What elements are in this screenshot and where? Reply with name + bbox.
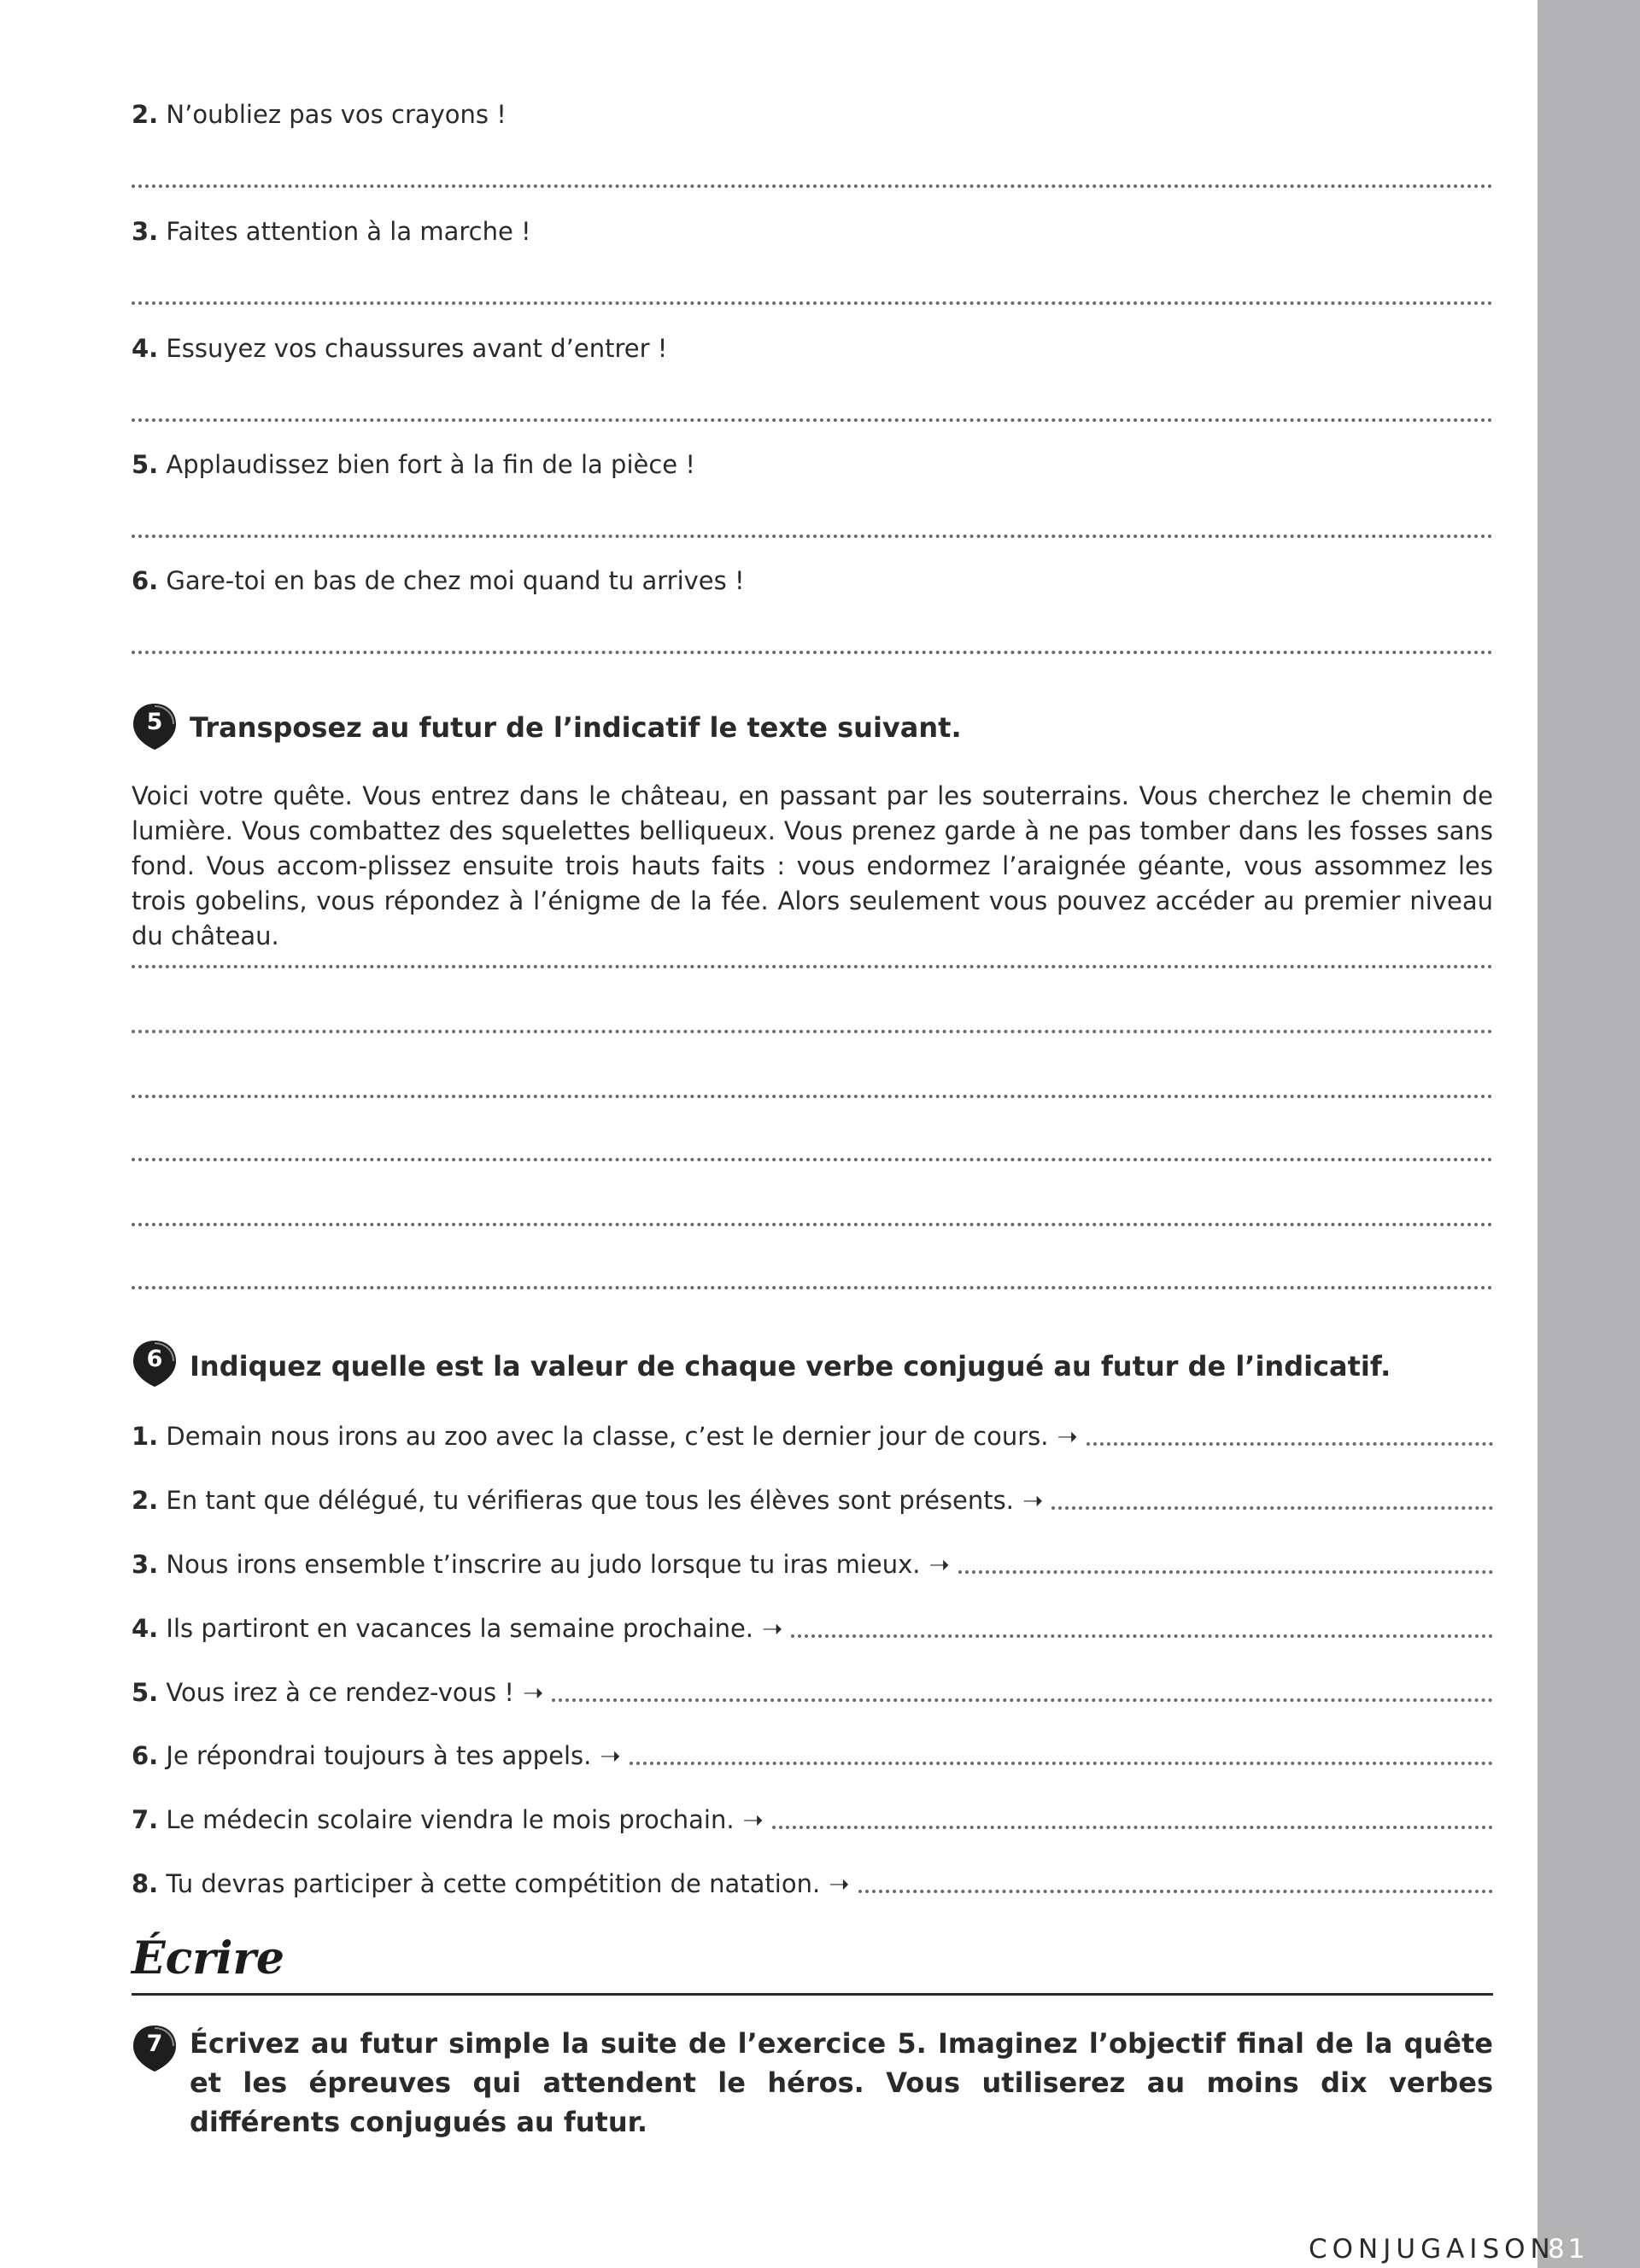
arrow-right-icon: ➝ [762,1614,783,1643]
answer-line[interactable] [1086,1442,1493,1446]
answer-line[interactable] [630,1762,1493,1765]
answer-line[interactable] [132,535,1493,538]
answer-line[interactable] [772,1826,1493,1829]
list-item: 7. Le médecin scolaire viendra le mois prochain. ➝ [132,1801,1493,1835]
answer-line[interactable] [132,651,1493,654]
exercise-title: Transposez au futur de l’indicatif le texte suivant. [190,711,962,744]
answer-line[interactable] [132,1223,1493,1226]
answer-line[interactable] [132,1095,1493,1098]
answer-line[interactable] [132,301,1493,305]
exercise-number-badge: 7 [132,2024,178,2073]
arrow-right-icon: ➝ [600,1741,621,1770]
exercise-title: Écrivez au futur simple la suite de l’exercice 5. Imaginez l’objectif final de la quête et les épreuves qui attendent le héros. Vous utiliserez au moins dix verbes différents conjugués au futur. [190,2027,1493,2138]
section-divider [132,1993,1493,1996]
answer-line[interactable] [552,1698,1493,1702]
arrow-right-icon: ➝ [522,1678,544,1707]
exercise-text: Voici votre quête. Vous entrez dans le château, en passant par les souterrains. Vous cherchez le chemin de lumière. Vous combattez des squelettes belliqueux. Vous prenez garde à ne pas tomber dans les fosses sans fond. Vous accom-plissez ensuite trois hauts faits : vous endormez l’araignée géante, vous assommez les trois gobelins, vous répondez à l’énigme de la fée. Alors seulement vous pouvez accéder au premier niveau du château. [132,781,1493,950]
section-footer-label: CONJUGAISON [1309,2234,1555,2265]
answer-line[interactable] [132,184,1493,188]
arrow-right-icon: ➝ [1057,1422,1078,1451]
list-item: 5. Applaudissez bien fort à la fin de la pièce ! [132,450,695,479]
arrow-right-icon: ➝ [1022,1486,1044,1515]
list-item: 6. Je répondrai toujours à tes appels. ➝ [132,1737,1493,1771]
page-number: 81 [1548,2234,1589,2265]
answer-line[interactable] [958,1570,1493,1574]
exercise-title: Indiquez quelle est la valeur de chaque verbe conjugué au futur de l’indicatif. [190,1350,1391,1382]
answer-line[interactable] [132,965,1493,968]
answer-line[interactable] [132,1158,1493,1161]
arrow-right-icon: ➝ [928,1550,950,1579]
answer-line[interactable] [132,1030,1493,1033]
list-item: 6. Gare-toi en bas de chez moi quand tu arrives ! [132,566,745,595]
list-item: 3. Nous irons ensemble t’inscrire au judo lorsque tu iras mieux. ➝ [132,1546,1493,1580]
list-item: 5. Vous irez à ce rendez-vous ! ➝ [132,1674,1493,1708]
list-item: 4. Ils partiront en vacances la semaine prochaine. ➝ [132,1610,1493,1644]
answer-line[interactable] [858,1890,1494,1893]
exercise-number-badge: 5 [132,702,178,751]
arrow-right-icon: ➝ [829,1869,850,1898]
list-item: 2. N’oubliez pas vos crayons ! [132,100,507,129]
page-margin-band [1538,0,1640,2268]
list-item: 3. Faites attention à la marche ! [132,217,531,246]
arrow-right-icon: ➝ [742,1805,764,1834]
answer-line[interactable] [132,418,1493,422]
answer-line[interactable] [132,1286,1493,1289]
answer-line[interactable] [1051,1506,1493,1510]
list-item: 2. En tant que délégué, tu vérifieras que tous les élèves sont présents. ➝ [132,1482,1493,1516]
section-title: Écrire [132,1932,284,1984]
exercise-number-badge: 6 [132,1339,178,1388]
list-item: 8. Tu devras participer à cette compétition de natation. ➝ [132,1865,1493,1899]
answer-line[interactable] [791,1634,1493,1638]
list-item: 4. Essuyez vos chaussures avant d’entrer ! [132,334,668,363]
list-item: 1. Demain nous irons au zoo avec la classe, c’est le dernier jour de cours. ➝ [132,1418,1493,1452]
